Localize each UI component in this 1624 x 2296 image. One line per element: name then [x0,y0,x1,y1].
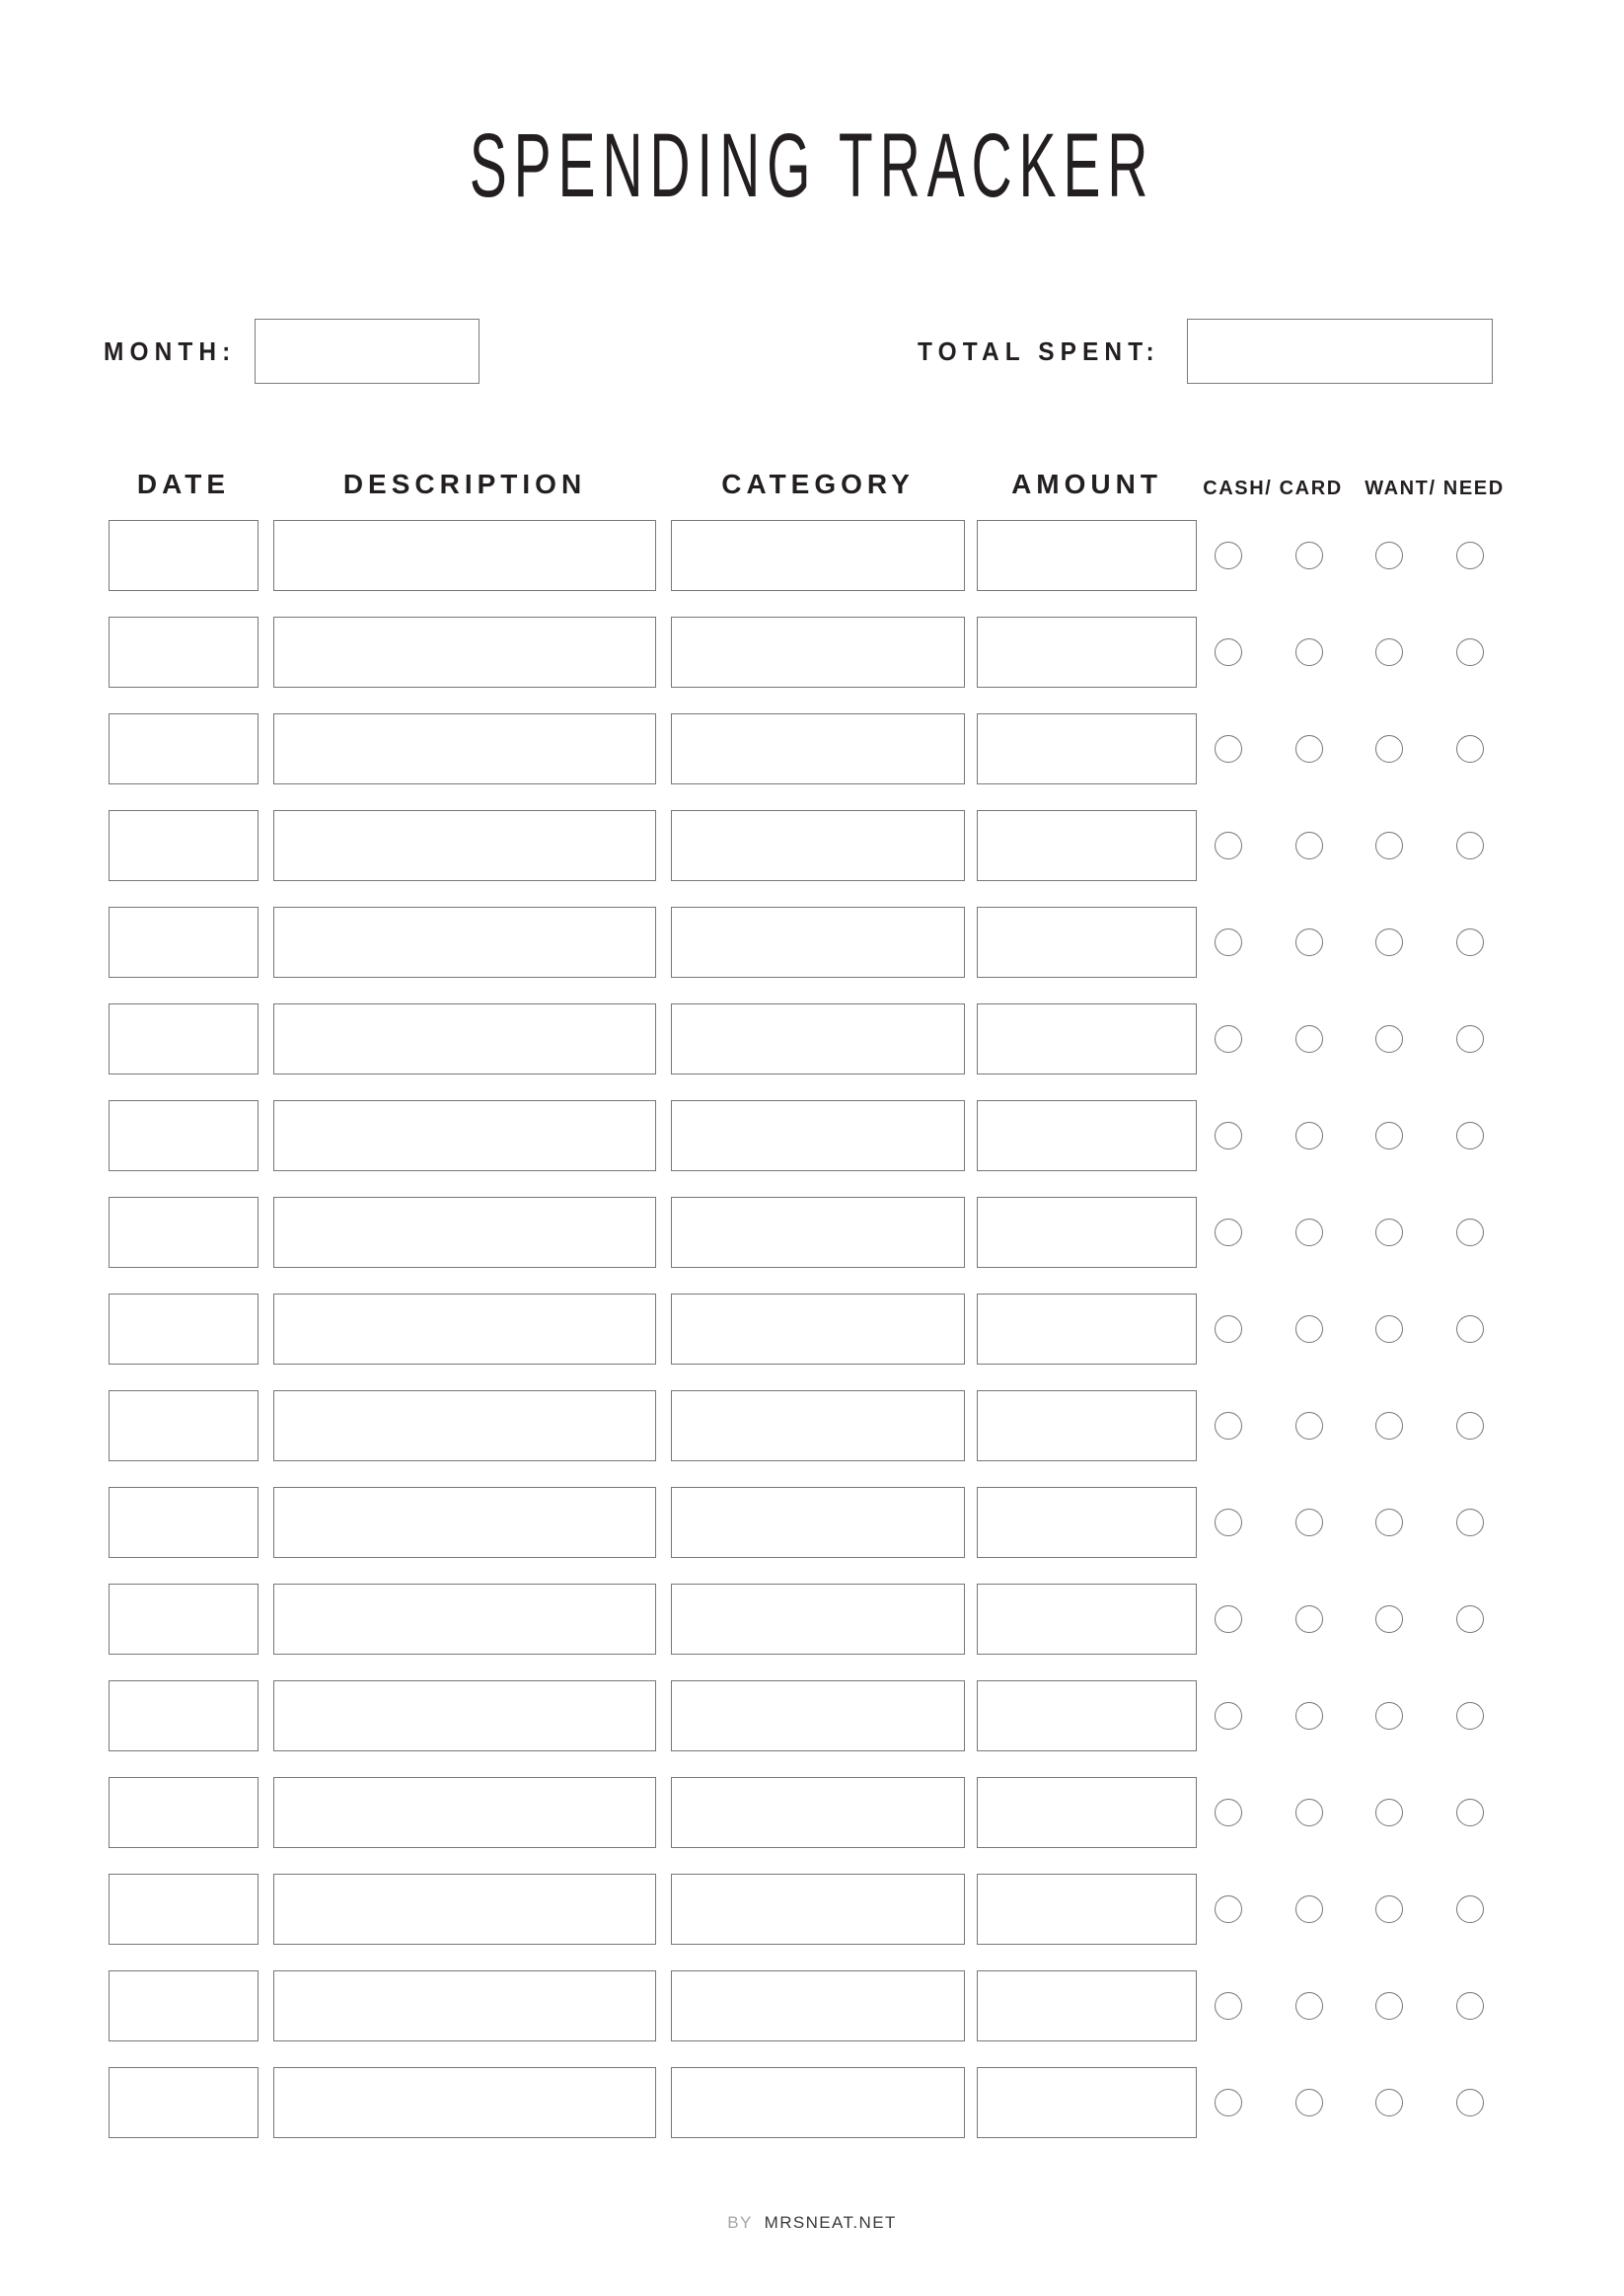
amount-cell[interactable] [977,1197,1197,1268]
category-cell[interactable] [671,1970,965,2041]
amount-cell[interactable] [977,1003,1197,1074]
amount-cell[interactable] [977,1294,1197,1365]
amount-cell[interactable] [977,810,1197,881]
need-radio[interactable] [1456,1702,1484,1730]
meta-row [0,314,1624,389]
description-cell[interactable] [273,1874,656,1945]
want-radio[interactable] [1375,1509,1403,1536]
card-radio[interactable] [1295,928,1323,956]
amount-cell[interactable] [977,1874,1197,1945]
table-row [0,1970,1624,2067]
want-radio[interactable] [1375,1025,1403,1053]
need-radio[interactable] [1456,542,1484,569]
category-cell[interactable] [671,810,965,881]
description-cell[interactable] [273,1777,656,1848]
want-radio[interactable] [1375,1799,1403,1826]
category-cell[interactable] [671,520,965,591]
date-cell[interactable] [109,1197,258,1268]
column-header-date: DATE [136,469,231,499]
category-cell[interactable] [671,1294,965,1365]
need-radio[interactable] [1456,1605,1484,1633]
total-spent-field-group [918,314,1493,389]
table-body [0,520,1624,2164]
category-cell[interactable] [671,1874,965,1945]
table-row [0,1777,1624,1874]
need-radio[interactable] [1456,1315,1484,1343]
cash-radio[interactable] [1215,2089,1242,2116]
table-row [0,617,1624,713]
amount-cell[interactable] [977,1584,1197,1655]
table-row [0,1003,1624,1100]
card-radio[interactable] [1295,1025,1323,1053]
amount-cell[interactable] [977,1777,1197,1848]
table-row [0,1294,1624,1390]
table-row [0,713,1624,810]
footer-site-name: MRSNEAT.NET [764,2213,897,2232]
need-radio[interactable] [1456,1219,1484,1246]
date-cell[interactable] [109,713,258,784]
amount-cell[interactable] [977,1390,1197,1461]
need-radio[interactable] [1456,1992,1484,2020]
cash-radio[interactable] [1215,832,1242,859]
need-radio[interactable] [1456,1412,1484,1440]
amount-cell[interactable] [977,907,1197,978]
amount-cell[interactable] [977,617,1197,688]
cash-radio[interactable] [1215,1219,1242,1246]
date-cell[interactable] [109,1100,258,1171]
cash-radio[interactable] [1215,1799,1242,1826]
date-cell[interactable] [109,1680,258,1751]
card-radio[interactable] [1295,1799,1323,1826]
cash-radio[interactable] [1215,735,1242,763]
description-cell[interactable] [273,520,656,591]
date-cell[interactable] [109,1584,258,1655]
need-radio[interactable] [1456,735,1484,763]
category-cell[interactable] [671,1390,965,1461]
cash-radio[interactable] [1215,1412,1242,1440]
need-radio[interactable] [1456,2089,1484,2116]
category-cell[interactable] [671,2067,965,2138]
table-row [0,1100,1624,1197]
category-cell[interactable] [671,1197,965,1268]
date-cell[interactable] [109,2067,258,2138]
cash-radio[interactable] [1215,1895,1242,1923]
table-row [0,1584,1624,1680]
description-cell[interactable] [273,1680,656,1751]
page-title: SPENDING TRACKER [469,115,1155,216]
cash-radio[interactable] [1215,1605,1242,1633]
table-row [0,520,1624,617]
need-radio[interactable] [1456,1122,1484,1149]
date-cell[interactable] [109,1487,258,1558]
category-cell[interactable] [671,1584,965,1655]
category-cell[interactable] [671,617,965,688]
month-label: MONTH: [104,335,237,366]
date-cell[interactable] [109,1874,258,1945]
card-radio[interactable] [1295,542,1323,569]
table-row [0,810,1624,907]
amount-cell[interactable] [977,713,1197,784]
total-spent-input[interactable] [1187,319,1493,384]
category-cell[interactable] [671,713,965,784]
date-cell[interactable] [109,1970,258,2041]
cash-radio[interactable] [1215,928,1242,956]
need-radio[interactable] [1456,928,1484,956]
table-row [0,1487,1624,1584]
table-row [0,1680,1624,1777]
date-cell[interactable] [109,520,258,591]
want-radio[interactable] [1375,1895,1403,1923]
column-header-cash-card: CASH/ CARD [1203,478,1343,499]
cash-radio[interactable] [1215,1702,1242,1730]
date-cell[interactable] [109,810,258,881]
want-radio[interactable] [1375,1315,1403,1343]
date-cell[interactable] [109,1003,258,1074]
cash-radio[interactable] [1215,1315,1242,1343]
date-cell[interactable] [109,1390,258,1461]
table-row [0,907,1624,1003]
card-radio[interactable] [1295,638,1323,666]
date-cell[interactable] [109,1777,258,1848]
table-header-row [0,468,1624,507]
description-cell[interactable] [273,1003,656,1074]
want-radio[interactable] [1375,638,1403,666]
amount-cell[interactable] [977,1100,1197,1171]
need-radio[interactable] [1456,1025,1484,1053]
card-radio[interactable] [1295,1412,1323,1440]
category-cell[interactable] [671,1680,965,1751]
description-cell[interactable] [273,1487,656,1558]
cash-radio[interactable] [1215,1122,1242,1149]
month-input[interactable] [255,319,480,384]
description-cell[interactable] [273,1100,656,1171]
table-row [0,1874,1624,1970]
description-cell[interactable] [273,810,656,881]
category-cell[interactable] [671,1100,965,1171]
category-cell[interactable] [671,1487,965,1558]
need-radio[interactable] [1456,638,1484,666]
want-radio[interactable] [1375,1605,1403,1633]
category-cell[interactable] [671,1003,965,1074]
want-radio[interactable] [1375,542,1403,569]
amount-cell[interactable] [977,1487,1197,1558]
table-row [0,2067,1624,2164]
description-cell[interactable] [273,1197,656,1268]
date-cell[interactable] [109,617,258,688]
want-radio[interactable] [1375,1122,1403,1149]
card-radio[interactable] [1295,1992,1323,2020]
cash-radio[interactable] [1215,1509,1242,1536]
category-cell[interactable] [671,907,965,978]
want-radio[interactable] [1375,832,1403,859]
card-radio[interactable] [1295,1509,1323,1536]
column-header-category: CATEGORY [721,469,915,499]
want-radio[interactable] [1375,1219,1403,1246]
date-cell[interactable] [109,1294,258,1365]
need-radio[interactable] [1456,1895,1484,1923]
column-header-description: DESCRIPTION [342,469,587,499]
footer-credit [0,2213,1624,2233]
month-field-group [104,314,480,389]
card-radio[interactable] [1295,1702,1323,1730]
card-radio[interactable] [1295,1605,1323,1633]
footer-by-label: BY [727,2213,753,2232]
card-radio[interactable] [1295,1122,1323,1149]
want-radio[interactable] [1375,928,1403,956]
date-cell[interactable] [109,907,258,978]
want-radio[interactable] [1375,1412,1403,1440]
card-radio[interactable] [1295,1895,1323,1923]
amount-cell[interactable] [977,2067,1197,2138]
need-radio[interactable] [1456,1509,1484,1536]
want-radio[interactable] [1375,2089,1403,2116]
amount-cell[interactable] [977,1970,1197,2041]
card-radio[interactable] [1295,735,1323,763]
want-radio[interactable] [1375,1702,1403,1730]
total-spent-label: TOTAL SPENT: [918,335,1160,366]
cash-radio[interactable] [1215,1992,1242,2020]
card-radio[interactable] [1295,2089,1323,2116]
description-cell[interactable] [273,1584,656,1655]
want-radio[interactable] [1375,735,1403,763]
card-radio[interactable] [1295,832,1323,859]
card-radio[interactable] [1295,1219,1323,1246]
description-cell[interactable] [273,1294,656,1365]
amount-cell[interactable] [977,520,1197,591]
description-cell[interactable] [273,1970,656,2041]
need-radio[interactable] [1456,832,1484,859]
want-radio[interactable] [1375,1992,1403,2020]
card-radio[interactable] [1295,1315,1323,1343]
cash-radio[interactable] [1215,542,1242,569]
need-radio[interactable] [1456,1799,1484,1826]
category-cell[interactable] [671,1777,965,1848]
description-cell[interactable] [273,1390,656,1461]
cash-radio[interactable] [1215,1025,1242,1053]
cash-radio[interactable] [1215,638,1242,666]
table-row [0,1390,1624,1487]
column-header-amount: AMOUNT [1011,469,1162,499]
description-cell[interactable] [273,713,656,784]
description-cell[interactable] [273,2067,656,2138]
amount-cell[interactable] [977,1680,1197,1751]
description-cell[interactable] [273,617,656,688]
column-header-want-need: WANT/ NEED [1365,478,1505,499]
description-cell[interactable] [273,907,656,978]
table-row [0,1197,1624,1294]
